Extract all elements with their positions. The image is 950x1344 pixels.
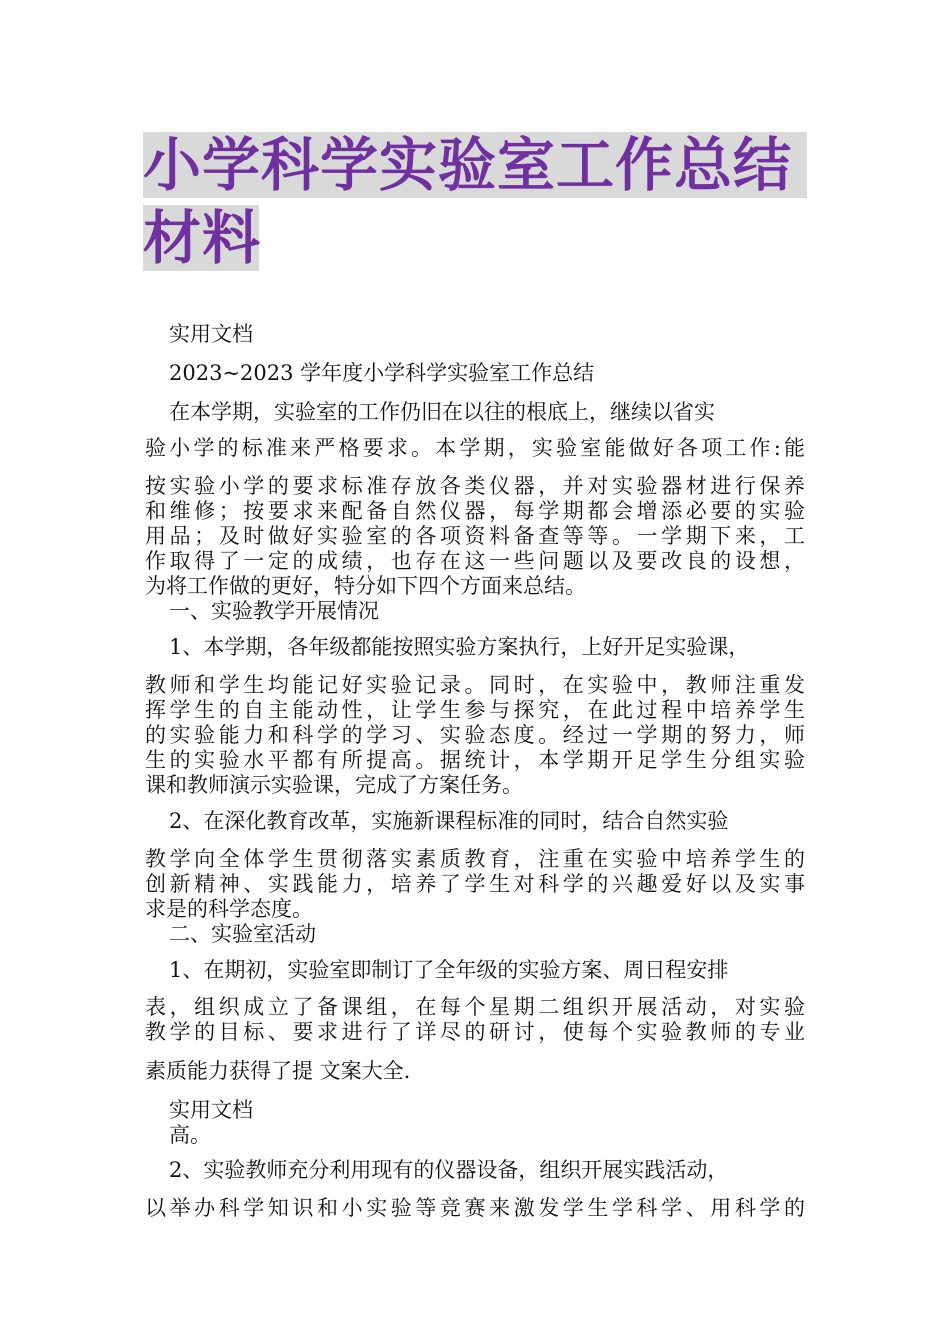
paragraph-line: 高。	[169, 1123, 211, 1147]
paragraph-line: 挥学生的自主能动性，让学生参与探究，在此过程中培养学生	[145, 698, 805, 722]
paragraph-line: 2、实验教师充分利用现有的仪器设备，组织开展实践活动，	[169, 1158, 729, 1182]
paragraph-line: 1、在期初，实验室即制订了全年级的实验方案、周日程安排	[169, 958, 729, 982]
paragraph-line: 表，组织成立了备课组，在每个星期二组织开展活动，对实验	[145, 995, 805, 1019]
paragraph-line: 的实验能力和科学的学习、实验态度。经过一学期的努力，师	[145, 723, 805, 747]
paragraph-line: 1、本学期，各年级都能按照实验方案执行，上好开足实验课，	[169, 635, 750, 659]
document-subtitle: 2023~2023 学年度小学科学实验室工作总结	[169, 361, 595, 385]
paragraph-line: 在本学期，实验室的工作仍旧在以往的根底上，继续以省实	[169, 400, 715, 424]
paragraph-line: 作取得了一定的成绩，也存在这一些问题以及要改良的设想，	[145, 549, 805, 573]
page-header-label: 实用文档	[169, 322, 253, 346]
paragraph-line: 验小学的标准来严格要求。本学期，实验室能做好各项工作:能	[145, 436, 805, 460]
paragraph-line: 和维修；按要求来配备自然仪器，每学期都会增添必要的实验	[145, 499, 805, 523]
document-title-line-1: 小学科学实验室工作总结	[143, 132, 807, 198]
paragraph-line: 教学向全体学生贯彻落实素质教育，注重在实验中培养学生的	[145, 847, 805, 871]
paragraph-line: 教学的目标、要求进行了详尽的研讨，使每个实验教师的专业	[145, 1020, 805, 1044]
page-header-label: 实用文档	[169, 1098, 253, 1122]
paragraph-line: 2、在深化教育改革，实施新课程标准的同时，结合自然实验	[169, 809, 729, 833]
paragraph-line: 教师和学生均能记好实验记录。同时，在实验中，教师注重发	[145, 673, 805, 697]
paragraph-line: 素质能力获得了提 文案大全.	[145, 1059, 411, 1083]
section-heading: 一、实验教学开展情况	[169, 599, 379, 623]
section-heading: 二、实验室活动	[169, 922, 316, 946]
paragraph-line: 用品；及时做好实验室的各项资料备查等等。一学期下来，工	[145, 524, 805, 548]
paragraph-line: 创新精神、实践能力，培养了学生对科学的兴趣爱好以及实事	[145, 872, 805, 896]
paragraph-line: 生的实验水平都有所提高。据统计，本学期开足学生分组实验	[145, 748, 805, 772]
paragraph-line: 为将工作做的更好，特分如下四个方面来总结。	[145, 574, 586, 598]
document-title-line-2: 材料	[143, 204, 262, 272]
paragraph-line: 课和教师演示实验课，完成了方案任务。	[145, 773, 523, 797]
paragraph-line: 按实验小学的要求标准存放各类仪器，并对实验器材进行保养	[145, 474, 805, 498]
paragraph-line: 以举办科学知识和小实验等竞赛来激发学生学科学、用科学的	[145, 1196, 805, 1220]
paragraph-line: 求是的科学态度。	[145, 897, 313, 921]
